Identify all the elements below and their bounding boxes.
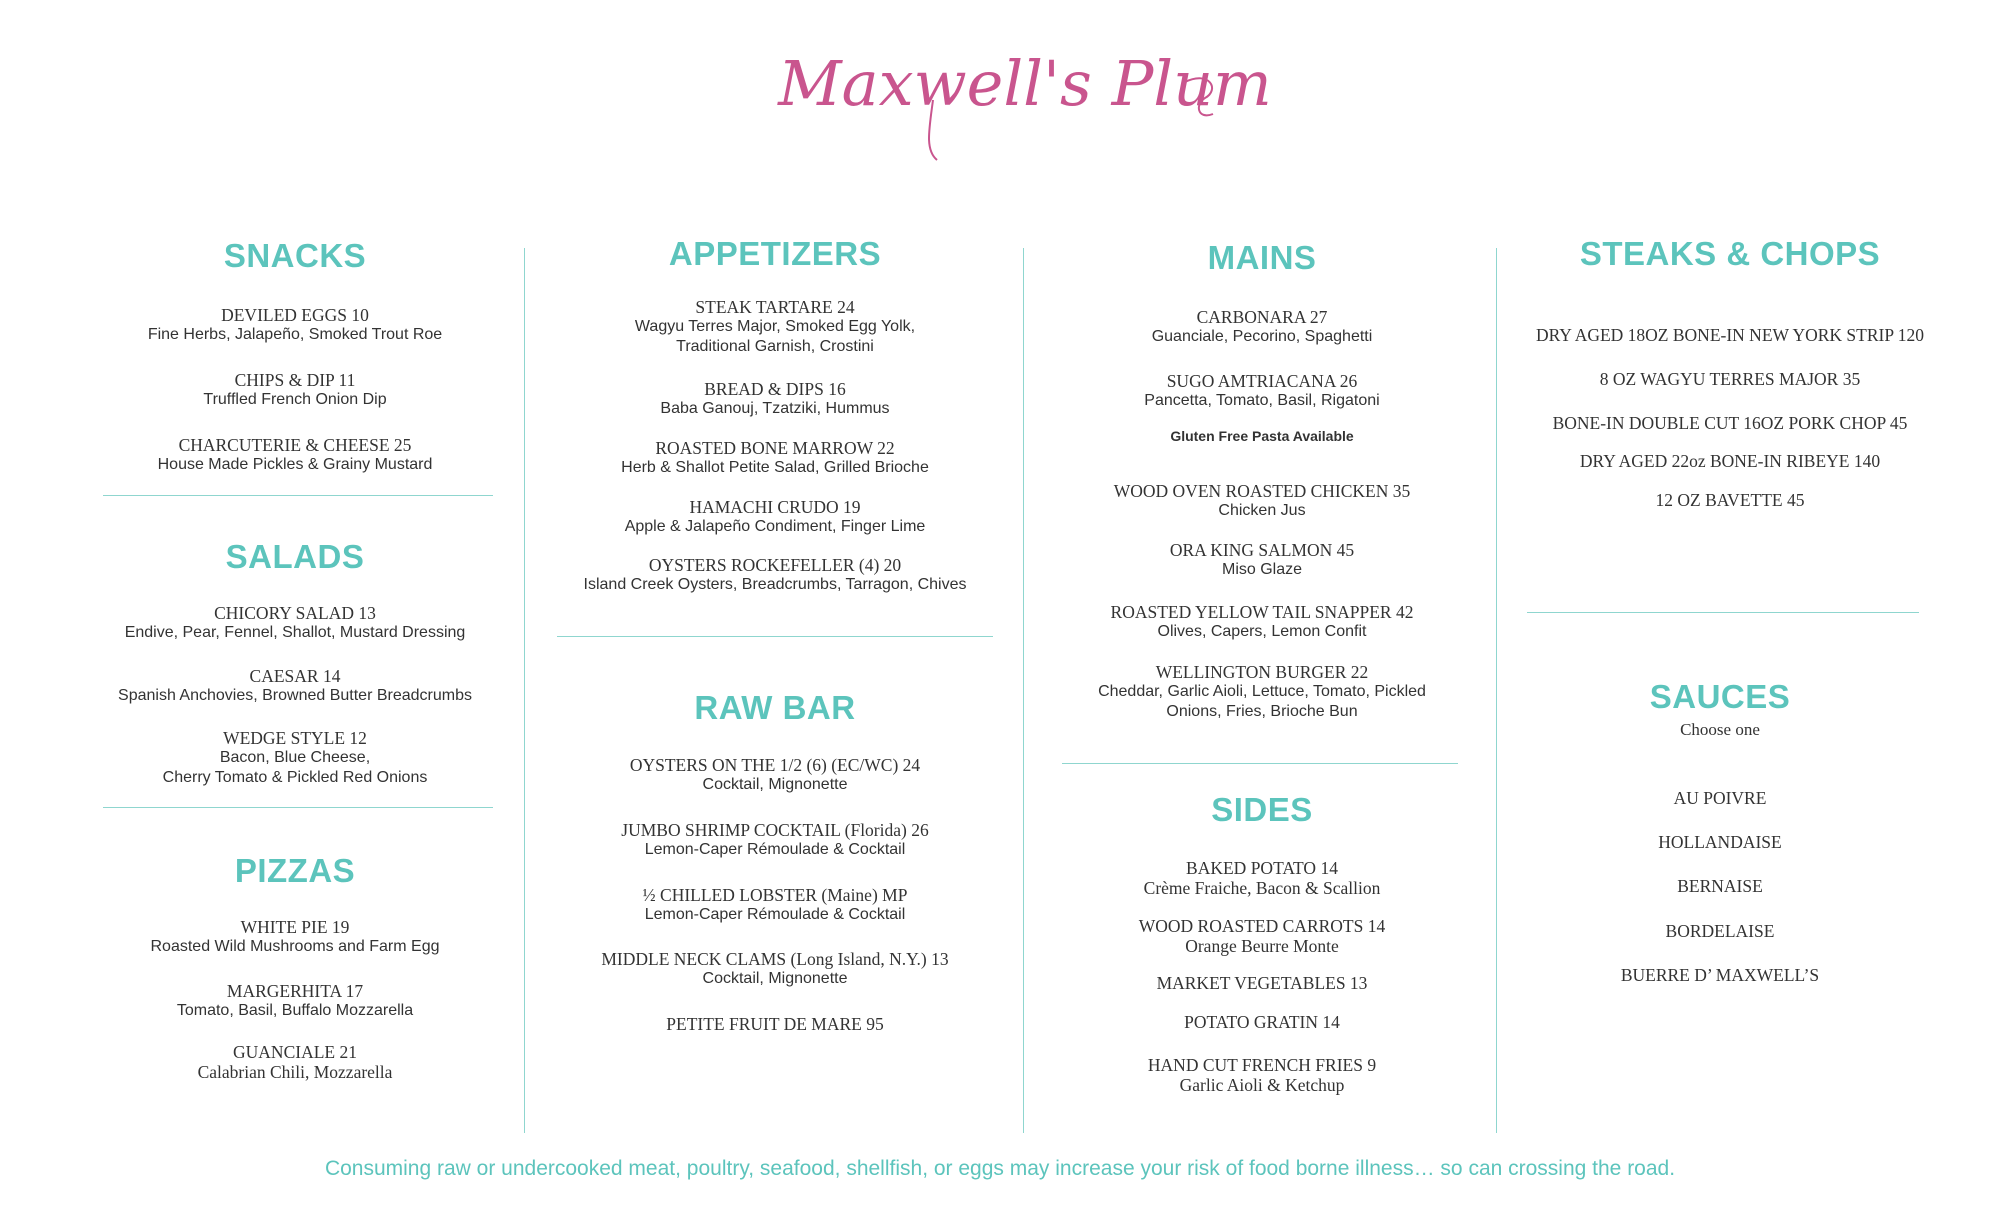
menu-item: ROASTED BONE MARROW 22 Herb & Shallot Petite Salad, Grilled Brioche — [621, 438, 929, 476]
divider — [1062, 763, 1458, 764]
pizzas-heading: PIZZAS — [234, 852, 356, 889]
menu-item: JUMBO SHRIMP COCKTAIL (Florida) 26 Lemon-Caper Rémoulade & Cocktail — [621, 820, 929, 858]
snacks-heading: SNACKS — [223, 237, 367, 274]
menu-item: PETITE FRUIT DE MARE 95 — [666, 1014, 884, 1034]
menu-item: 12 OZ BAVETTE 45 — [1655, 490, 1805, 510]
menu-item: CHIPS & DIP 11 Truffled French Onion Dip — [203, 370, 387, 408]
menu-item: DEVILED EGGS 10 Fine Herbs, Jalapeño, Smoked Trout Roe — [147, 305, 443, 343]
brand-name: Maxwell's Plum — [778, 47, 1272, 120]
menu-item: BORDELAISE — [1665, 921, 1775, 941]
menu-item: MARKET VEGETABLES 13 — [1156, 973, 1368, 993]
appetizers-heading: APPETIZERS — [668, 235, 882, 272]
column-snacks-salads-pizzas — [95, 225, 495, 1125]
menu-item: BAKED POTATO 14 Crème Fraiche, Bacon & Scallion — [1143, 858, 1381, 898]
menu-item: HAMACHI CRUDO 19 Apple & Jalapeño Condiment, Finger Lime — [624, 497, 926, 535]
menu-item: BERNAISE — [1677, 876, 1763, 896]
steaks-heading: STEAKS & CHOPS — [1579, 235, 1881, 272]
column-divider — [1023, 248, 1024, 1133]
menu-item: WOOD OVEN ROASTED CHICKEN 35 Chicken Jus — [1113, 481, 1411, 519]
gluten-free-note: Gluten Free Pasta Available — [1170, 428, 1354, 444]
menu-item: GUANCIALE 21 Calabrian Chili, Mozzarella — [197, 1042, 393, 1082]
health-disclaimer: Consuming raw or undercooked meat, poultry, seafood, shellfish, or eggs may increase your risk of food borne illness… so can crossing the road. — [324, 1157, 1676, 1180]
menu-item: BONE-IN DOUBLE CUT 16OZ PORK CHOP 45 — [1552, 413, 1908, 433]
menu-item: CHARCUTERIE & CHEESE 25 House Made Pickles & Grainy Mustard — [157, 435, 433, 473]
menu-item: CAESAR 14 Spanish Anchovies, Browned Butter Breadcrumbs — [118, 666, 472, 704]
salads-heading: SALADS — [225, 538, 365, 575]
menu-item: HOLLANDAISE — [1658, 832, 1782, 852]
column-steaks-sauces — [1525, 225, 1935, 1125]
column-appetizers-rawbar — [555, 225, 995, 1125]
menu-item: OYSTERS ROCKEFELLER (4) 20 Island Creek Oysters, Breadcrumbs, Tarragon, Chives — [583, 555, 967, 593]
menu-item: ROASTED YELLOW TAIL SNAPPER 42 Olives, Capers, Lemon Confit — [1110, 602, 1414, 640]
menu-item: POTATO GRATIN 14 — [1184, 1012, 1340, 1032]
menu-item: WELLINGTON BURGER 22 Cheddar, Garlic Aioli, Lettuce, Tomato, Pickled Onions, Fries, Brioche Bun — [1098, 662, 1426, 720]
menu-item: BREAD & DIPS 16 Baba Ganouj, Tzatziki, Hummus — [660, 379, 890, 417]
menu-item: MIDDLE NECK CLAMS (Long Island, N.Y.) 13 Cocktail, Mignonette — [601, 949, 949, 987]
menu-item: AU POIVRE — [1673, 788, 1767, 808]
divider — [103, 807, 493, 808]
menu-item: ORA KING SALMON 45 Miso Glaze — [1169, 540, 1355, 578]
raw-bar-heading: RAW BAR — [694, 689, 856, 726]
menu-item: HAND CUT FRENCH FRIES 9 Garlic Aioli & Ketchup — [1147, 1055, 1377, 1095]
menu-item: WOOD ROASTED CARROTS 14 Orange Beurre Monte — [1138, 916, 1386, 956]
sauces-subtitle: Choose one — [1680, 720, 1760, 739]
menu-item: DRY AGED 22oz BONE-IN RIBEYE 140 — [1579, 451, 1881, 471]
menu-item: OYSTERS ON THE 1/2 (6) (EC/WC) 24 Cocktail, Mignonette — [629, 755, 921, 793]
menu-item: BUERRE D’ MAXWELL’S — [1620, 965, 1820, 985]
menu-item: ½ CHILLED LOBSTER (Maine) MP Lemon-Caper Rémoulade & Cocktail — [642, 885, 908, 923]
column-mains-sides — [1062, 225, 1462, 1125]
divider — [103, 495, 493, 496]
column-divider — [524, 248, 525, 1133]
divider — [557, 636, 993, 637]
menu-item: STEAK TARTARE 24 Wagyu Terres Major, Smoked Egg Yolk, Traditional Garnish, Crostini — [634, 297, 916, 355]
menu-item: CHICORY SALAD 13 Endive, Pear, Fennel, Shallot, Mustard Dressing — [124, 603, 466, 641]
menu-item: CARBONARA 27 Guanciale, Pecorino, Spaghetti — [1151, 307, 1373, 345]
maxwells-plum-logo-icon — [778, 10, 1272, 170]
sauces-heading: SAUCES — [1649, 678, 1791, 715]
sides-heading: SIDES — [1211, 791, 1313, 828]
divider — [1527, 612, 1919, 613]
column-divider — [1496, 248, 1497, 1133]
menu-item: SUGO AMTRIACANA 26 Pancetta, Tomato, Basil, Rigatoni — [1144, 371, 1380, 409]
menu-item: DRY AGED 18OZ BONE-IN NEW YORK STRIP 120 — [1535, 325, 1925, 345]
menu-item: WEDGE STYLE 12 Bacon, Blue Cheese, Cherry Tomato & Pickled Red Onions — [162, 728, 428, 786]
brand-logo — [778, 10, 1272, 170]
menu-item: MARGERHITA 17 Tomato, Basil, Buffalo Mozzarella — [176, 981, 414, 1019]
mains-heading: MAINS — [1207, 239, 1317, 276]
menu-item: WHITE PIE 19 Roasted Wild Mushrooms and Farm Egg — [150, 917, 440, 955]
menu-item: 8 OZ WAGYU TERRES MAJOR 35 — [1599, 369, 1861, 389]
